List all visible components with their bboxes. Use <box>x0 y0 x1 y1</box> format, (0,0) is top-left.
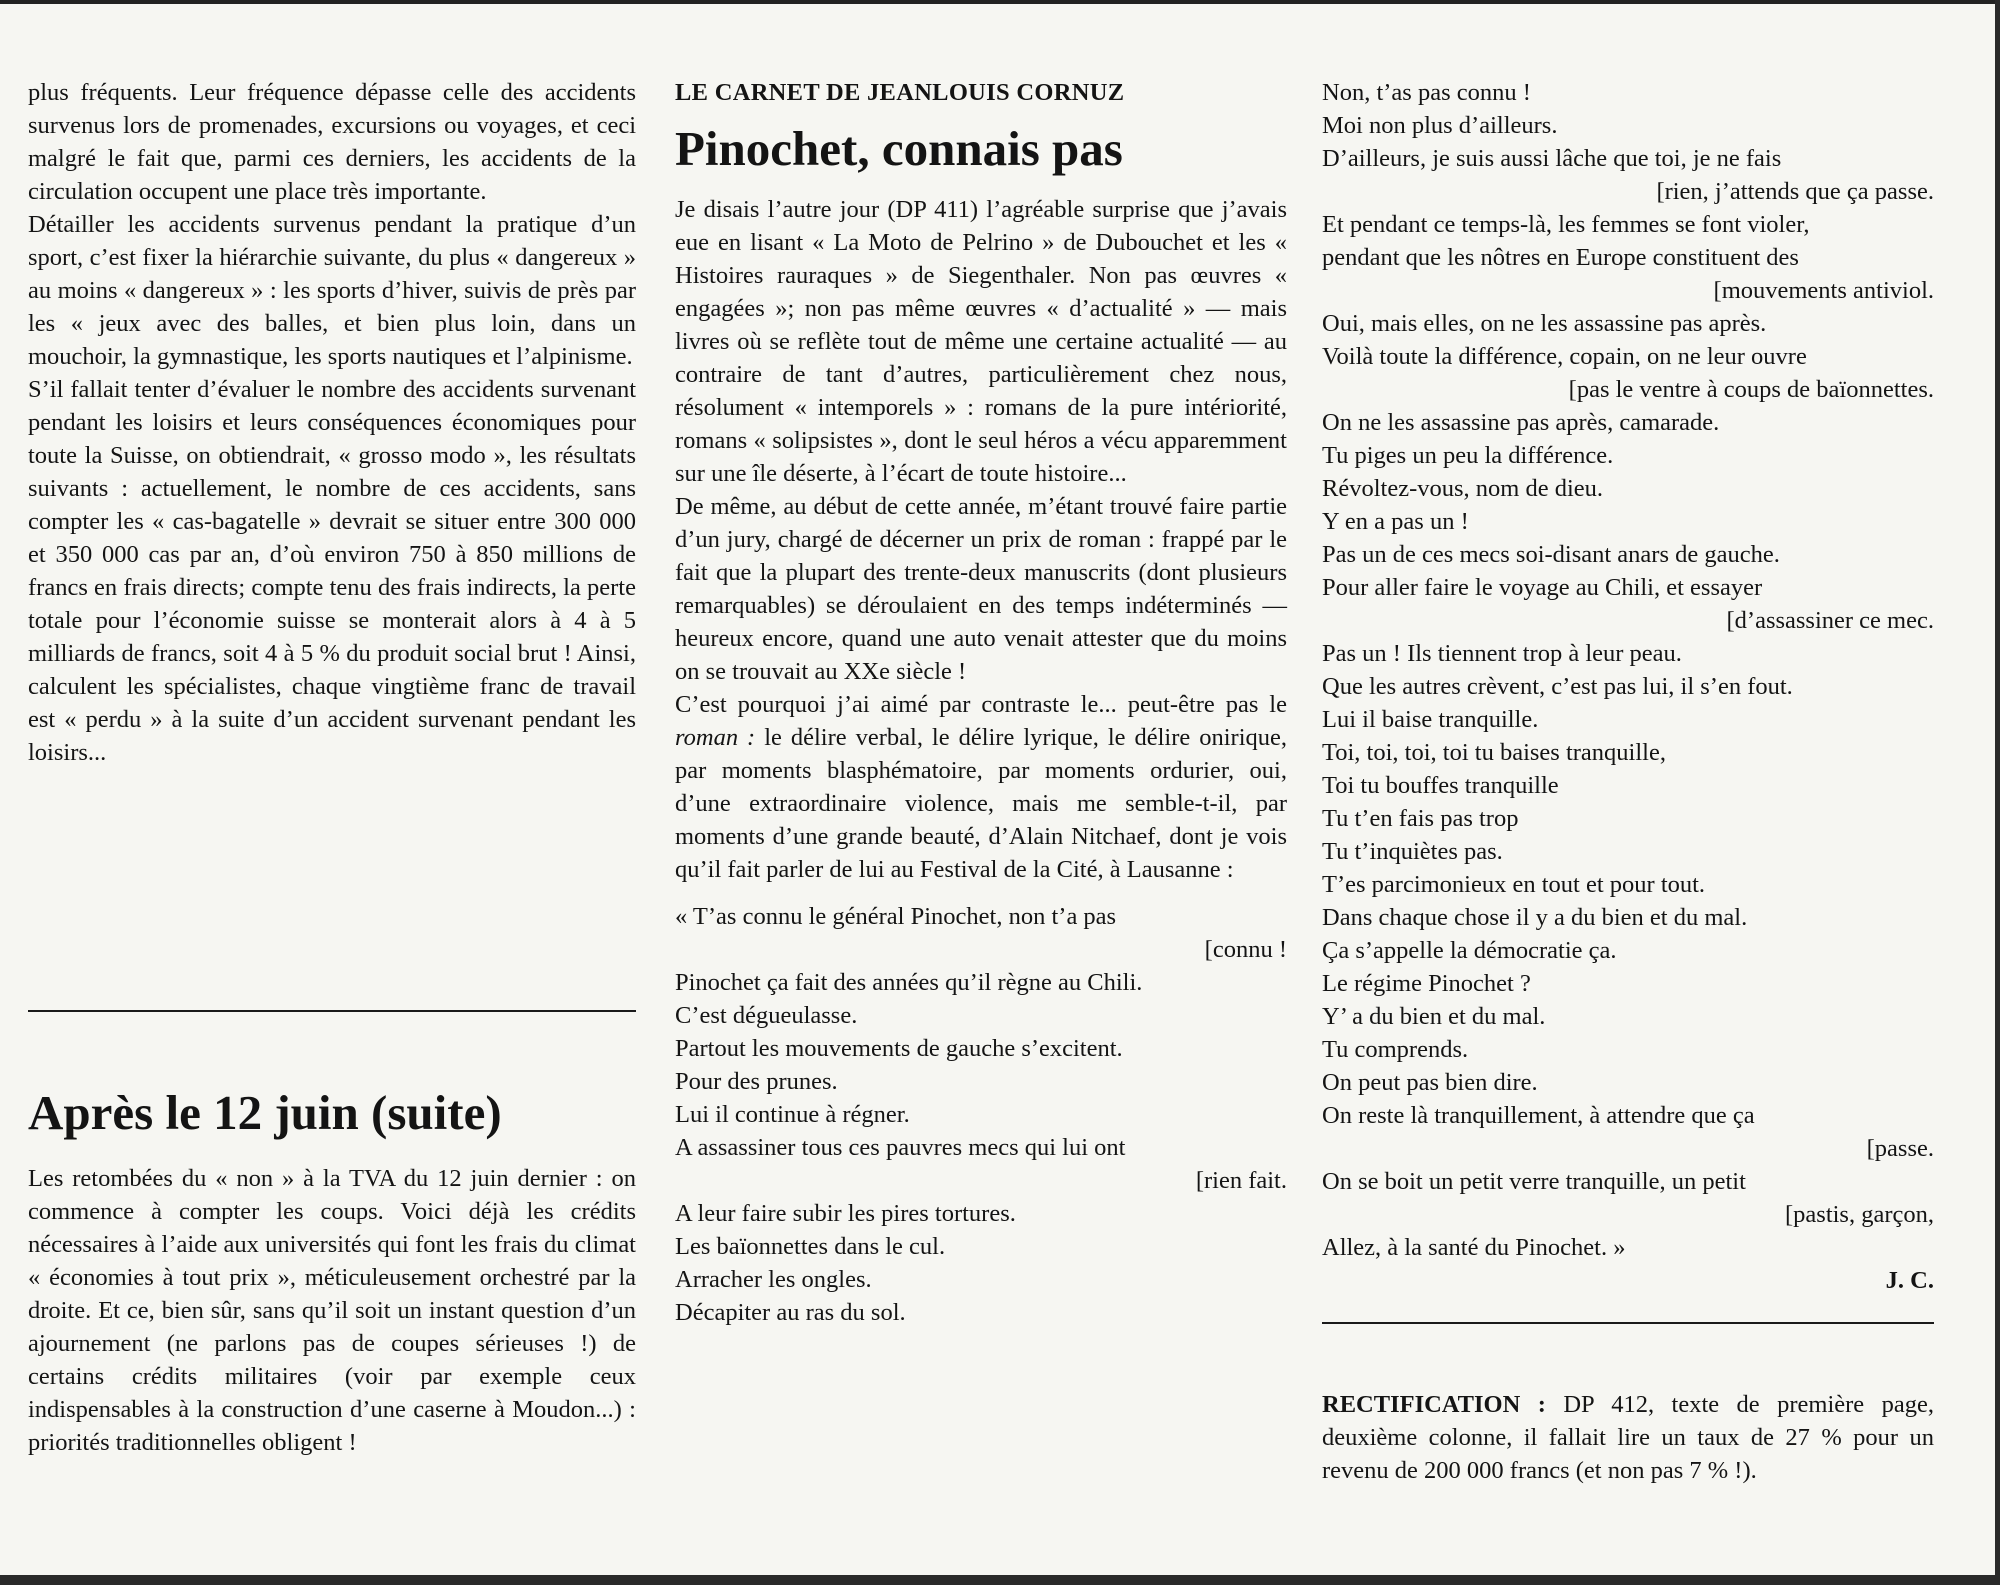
poem-line: T’es parcimonieux en tout et pour tout. <box>1322 871 1706 898</box>
poem-line: C’est dégueulasse. <box>675 1002 858 1029</box>
poem-line-continuation: [d’assassiner ce mec. <box>1726 607 1934 634</box>
poem-line: On peut pas bien dire. <box>1322 1069 1538 1096</box>
poem-line: Tu comprends. <box>1322 1036 1469 1063</box>
poem-line: Et pendant ce temps-là, les femmes se font violer, <box>1322 211 1810 238</box>
poem-line: Que les autres crèvent, c’est pas lui, il s’en fout. <box>1322 673 1793 700</box>
poem-line: Oui, mais elles, on ne les assassine pas après. <box>1322 310 1767 337</box>
poem-line: D’ailleurs, je suis aussi lâche que toi, je ne fais <box>1322 145 1782 172</box>
poem-line: Pas un ! Ils tiennent trop à leur peau. <box>1322 640 1682 667</box>
poem-line: Tu piges un peu la différence. <box>1322 442 1614 469</box>
spacer <box>675 886 1287 900</box>
poem-line: Partout les mouvements de gauche s’excitent. <box>675 1035 1123 1062</box>
top-border <box>0 0 2000 4</box>
poem-line: Allez, à la santé du Pinochet. » <box>1322 1234 1626 1261</box>
poem-line: Dans chaque chose il y a du bien et du mal. <box>1322 904 1748 931</box>
poem-line-continuation: [pas le ventre à coups de baïonnettes. <box>1568 376 1934 403</box>
column-3 <box>1322 76 1934 1297</box>
poem-line: Pour aller faire le voyage au Chili, et essayer <box>1322 574 1763 601</box>
poem-line: On se boit un petit verre tranquille, un petit <box>1322 1168 1746 1195</box>
col2-paragraph-3 <box>675 688 1287 886</box>
poem-line-continuation: [connu ! <box>1204 936 1287 963</box>
col2-p3-end: le délire verbal, le délire lyrique, le délire onirique, par moments blasphématoire, par moments ordurier, oui, d’une extraordinaire violence, mais me semble-t-il, par moments d’une grande beauté, d’Alain Nitchaef, dont je vois qu’il fait parler de lui au Festival de la Cité, à Lausanne : <box>675 724 1287 883</box>
poem-line: A assassiner tous ces pauvres mecs qui lui ont <box>675 1134 1126 1161</box>
poem-line: Toi tu bouffes tranquille <box>1322 772 1559 799</box>
rectification-text: DP 412, texte de première page, deuxième colonne, il fallait lire un taux de 27 % pour un revenu de 200 000 francs (et non pas 7 % !). <box>1322 1391 1934 1484</box>
poem-part-2 <box>1322 76 1934 1264</box>
col2-paragraph-1: Je disais l’autre jour (DP 411) l’agréable surprise que j’avais eue en lisant « La Moto de Pelrino » de Dubouchet et les « Histoires rauraques » de Siegenthaler. Non pas œuvres « engagées »; non pas même œuvres « d’actualité » — mais livres où se reflète tout de même une certaine actualité — au contraire de tant d’autres, particulièrement chez nous, résolument « intemporels » : romans de la pure intériorité, romans « solipsistes », dont le seul héros a vécu apparemment sur une île déserte, à l’écart de toute histoire... <box>675 196 1287 487</box>
poem-line: Arracher les ongles. <box>675 1266 872 1293</box>
poem-line-continuation: [rien, j’attends que ça passe. <box>1656 178 1934 205</box>
col2-p3-start: C’est pourquoi j’ai aimé par contraste le... peut-être pas le <box>675 691 1287 718</box>
poem-line: Tu t’inquiètes pas. <box>1322 838 1503 865</box>
poem-line: Décapiter au ras du sol. <box>675 1299 906 1326</box>
poem-line: Moi non plus d’ailleurs. <box>1322 112 1558 139</box>
poem-line: Voilà toute la différence, copain, on ne leur ouvre <box>1322 343 1807 370</box>
col2-paragraph-2: De même, au début de cette année, m’étant trouvé faire partie d’un jury, chargé de décerner un prix de roman : frappé par le fait que la plupart des trente-deux manuscrits (dont plusieurs remarquables) se déroulaient en des temps indéterminés — heureux encore, quand une auto venait attester que du moins on se trouvait au XXe siècle ! <box>675 493 1287 685</box>
col1-paragraph-3: S’il fallait tenter d’évaluer le nombre des accidents survenant pendant les loisirs et leurs conséquences économiques pour toute la Suisse, on obtiendrait, « grosso modo », les résultats suivants : actuellement, le nombre de ces accidents, sans compter les « cas-bagatelle » devrait se situer entre 300 000 et 350 000 cas par an, d’où environ 750 à 850 millions de francs en frais directs; compte tenu des frais indirects, la perte totale pour l’économie suisse se monterait alors à 4 à 5 milliards de francs, soit 4 à 5 % du produit social brut ! Ainsi, calculent les spécialistes, chaque vingtième franc de travail est « perdu » à la suite d’un accident survenant pendant les loisirs... <box>28 376 636 766</box>
bottom-edge <box>0 1575 2000 1585</box>
poem-line: Toi, toi, toi, toi tu baises tranquille, <box>1322 739 1666 766</box>
col1-paragraph-2: Détailler les accidents survenus pendant la pratique d’un sport, c’est fixer la hiérarchie suivante, du plus « dangereux » au moins « dangereux » : les sports d’hiver, suivis de près par les « jeux avec des balles, et bien plus loin, dans un mouchoir, la gymnastique, les sports nautiques et l’alpinisme. <box>28 211 636 370</box>
col1-paragraph-1: plus fréquents. Leur fréquence dépasse celle des accidents survenus lors de promenades, excursions ou voyages, et ceci malgré le fait que, parmi ces derniers, les accidents de la circulation occupent une place très importante. <box>28 79 636 205</box>
column-3-divider <box>1322 1322 1934 1324</box>
poem-line: On reste là tranquillement, à attendre que ça <box>1322 1102 1755 1129</box>
poem-line: Y en a pas un ! <box>1322 508 1469 535</box>
author-signature: J. C. <box>1885 1267 1934 1294</box>
column-1-divider <box>28 1010 636 1012</box>
poem-part-1 <box>675 900 1287 1329</box>
poem-line: Ça s’appelle la démocratie ça. <box>1322 937 1617 964</box>
article-title-pinochet: Pinochet, connais pas <box>675 121 1123 176</box>
poem-line: Le régime Pinochet ? <box>1322 970 1531 997</box>
poem-line-continuation: [mouvements antiviol. <box>1713 277 1934 304</box>
right-edge <box>1995 0 2000 1585</box>
col2-p3-emphasis: roman : <box>675 724 756 751</box>
poem-line: A leur faire subir les pires tortures. <box>675 1200 1016 1227</box>
poem-line: Les baïonnettes dans le cul. <box>675 1233 946 1260</box>
poem-line-continuation: [passe. <box>1866 1135 1934 1162</box>
rectification-note <box>1322 1388 1934 1487</box>
poem-line: Lui il continue à régner. <box>675 1101 910 1128</box>
rectification-label: RECTIFICATION : <box>1322 1391 1546 1418</box>
poem-line-continuation: [rien fait. <box>1195 1167 1287 1194</box>
poem-line-continuation: [pastis, garçon, <box>1785 1201 1934 1228</box>
column-2 <box>675 76 1287 1329</box>
poem-line: Y’ a du bien et du mal. <box>1322 1003 1546 1030</box>
poem-line: Pinochet ça fait des années qu’il règne au Chili. <box>675 969 1143 996</box>
article-body-apres-le-12-juin: Les retombées du « non » à la TVA du 12 juin dernier : on commence à compter les coups. Voici déjà les crédits nécessaires à l’aide aux universités qui font les frais du climat « économies à tout prix », méticuleusement orchestré par la droite. Et ce, bien sûr, sans qu’il soit un instant question d’un ajournement (ne parlons pas de coupes sérieuses !) de certains crédits militaires (voir par exemple ceux indispensables à la construction d’une caserne à Moudon...) : priorités traditionnelles obligent ! <box>28 1165 636 1456</box>
poem-line: Pas un de ces mecs soi-disant anars de gauche. <box>1322 541 1780 568</box>
poem-line: pendant que les nôtres en Europe constituent des <box>1322 244 1799 271</box>
article-title-apres-le-12-juin: Après le 12 juin (suite) <box>28 1085 502 1140</box>
poem-line: Lui il baise tranquille. <box>1322 706 1539 733</box>
column-kicker: LE CARNET DE JEANLOUIS CORNUZ <box>675 79 1125 106</box>
poem-line: « T’as connu le général Pinochet, non t’a pas <box>675 903 1117 930</box>
poem-line: Pour des prunes. <box>675 1068 838 1095</box>
poem-line: Tu t’en fais pas trop <box>1322 805 1519 832</box>
poem-line: Non, t’as pas connu ! <box>1322 79 1531 106</box>
poem-line: Révoltez-vous, nom de dieu. <box>1322 475 1604 502</box>
poem-line: On ne les assassine pas après, camarade. <box>1322 409 1720 436</box>
